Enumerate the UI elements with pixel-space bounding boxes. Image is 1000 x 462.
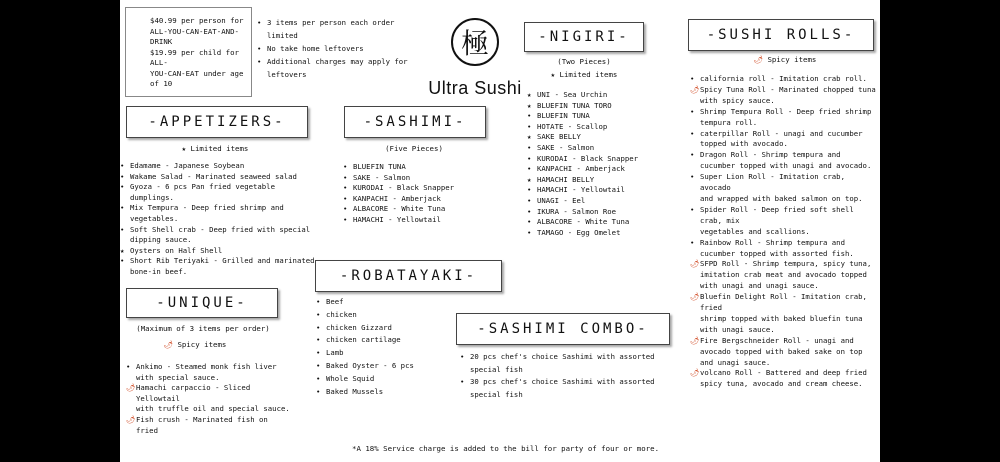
menu-item: • Baked Mussels — [316, 386, 384, 396]
menu-item: ★ BLUEFIN TUNA TORO — [527, 100, 612, 110]
menu-item: • Spider Roll - Deep fried soft shell crab, mix vegetables and scallions. — [690, 204, 854, 236]
adult-price-line: ALL-YOU-CAN-EAT-AND- — [150, 26, 239, 36]
chili-pepper-icon: 🌶 — [753, 55, 763, 64]
appetizers-note: ★ Limited items — [181, 144, 249, 153]
restaurant-name: Ultra Sushi — [428, 78, 522, 98]
menu-item: • Edamame - Japanese Soybean — [120, 161, 245, 170]
child-price-line: $19.99 per child for ALL- — [150, 47, 239, 67]
menu-item: • BLUEFIN TUNA — [343, 162, 406, 171]
adult-price-line: DRINK — [150, 37, 173, 46]
adult-price — [150, 16, 251, 90]
child-price-line: YOU-CAN-EAT under age — [150, 68, 244, 78]
sashimi-note: (Five Pieces) — [385, 144, 443, 153]
menu-item: ★ UNI - Sea Urchin — [527, 90, 608, 99]
chili-pepper-icon: 🌶 — [126, 414, 136, 424]
menu-item: • Soft Shell crab - Deep fried with special dipping sauce. — [120, 224, 311, 245]
rolls-spicy-note: 🌶 Spicy items — [753, 55, 817, 64]
menu-item: ★ HAMACHI BELLY — [527, 174, 595, 184]
menu-item: • chicken — [316, 309, 357, 319]
rule-item: • No take home leftovers — [257, 44, 364, 53]
menu-item: • HAMACHI - Yellowtail — [527, 185, 625, 195]
menu-item: • Short Rib Teriyaki - Grilled and marinated bone-in beef. — [120, 256, 315, 276]
sushi-rolls-list — [690, 74, 878, 390]
nigiri-list — [527, 90, 672, 238]
menu-item: • ALBACORE - White Tuna — [343, 204, 446, 214]
menu-item: • Beef — [316, 297, 344, 306]
menu-item: 🌶 SFPD Roll - Shrimp tempura, spicy tuna, imitation crab meat and avocado topped with unagi and unagi sauce. — [690, 259, 872, 291]
menu-item: • chicken Gizzard — [316, 322, 392, 332]
appetizers-list — [120, 161, 315, 278]
robatayaki-list — [316, 296, 456, 398]
menu-item: • UNAGI - Eel — [527, 195, 586, 205]
chili-pepper-icon: 🌶 — [163, 340, 173, 349]
menu-item: ★ SAKE BELLY — [527, 132, 581, 142]
menu-page — [120, 0, 880, 462]
unique-list — [126, 362, 291, 436]
menu-item: 🌶 Fish crush - Marinated fish on fried — [126, 414, 268, 435]
menu-item: • KANPACHI - Amberjack — [527, 164, 625, 174]
menu-item: 🌶 Bluefin Delight Roll - Imitation crab, fried shrimp topped with baked bluefin tuna with unagi sauce. — [690, 292, 867, 334]
nigiri-header: -NIGIRI- — [524, 22, 644, 52]
menu-item: • Baked Oyster - 6 pcs — [316, 360, 414, 370]
menu-item: • HAMACHI - Yellowtail — [343, 214, 441, 224]
menu-item: • Wakame Salad - Marinated seaweed salad — [120, 171, 297, 181]
menu-item: • BLUEFIN TUNA — [527, 111, 590, 121]
unique-note: (Maximum of 3 items per order) — [136, 324, 270, 333]
sashimi-combo-list — [460, 351, 675, 401]
unique-spicy-note: 🌶 Spicy items — [163, 340, 227, 349]
menu-item: • SAKE - Salmon — [343, 172, 411, 182]
menu-item: • Whole Squid — [316, 373, 375, 383]
menu-item: ★ Oysters on Half Shell — [120, 245, 223, 255]
sashimi-list — [343, 162, 483, 226]
menu-item: • Super Lion Roll - Imitation crab, avocado and wrapped with baked salmon on top. — [690, 172, 863, 203]
menu-item: • KURODAI - Black Snapper — [527, 153, 639, 163]
menu-item: • Lamb — [316, 348, 344, 358]
menu-item: • KANPACHI - Amberjack — [343, 193, 441, 203]
rules-list — [257, 16, 422, 81]
sashimi-header: -SASHIMI- — [344, 106, 486, 138]
menu-item: • ALBACORE - White Tuna — [527, 217, 630, 227]
chili-pepper-icon: 🌶 — [126, 383, 136, 393]
unique-header: -UNIQUE- — [126, 288, 278, 318]
menu-item: • Ankimo - Steamed monk fish liver with special sauce. — [126, 362, 277, 382]
chili-pepper-icon: 🌶 — [690, 292, 700, 302]
menu-item: • SAKE - Salmon — [527, 142, 595, 152]
menu-item: • california roll - Imitation crab roll. — [690, 74, 867, 83]
menu-item: • 30 pcs chef's choice Sashimi with assorted special fish — [460, 377, 655, 399]
logo-emblem: 極 — [451, 18, 499, 66]
sushi-rolls-header: -SUSHI ROLLS- — [688, 19, 874, 51]
chili-pepper-icon: 🌶 — [690, 335, 700, 345]
menu-item: • chicken cartilage — [316, 335, 401, 345]
robatayaki-header: -ROBATAYAKI- — [315, 260, 502, 292]
menu-item: • HOTATE - Scallop — [527, 121, 608, 131]
logo — [415, 18, 535, 99]
menu-item: • Shrimp Tempura Roll - Deep fried shrimp tempura roll. — [690, 106, 872, 127]
menu-item: • Rainbow Roll - Shrimp tempura and cucumber topped with assorted fish. — [690, 237, 854, 258]
menu-item: 🌶 Spicy Tuna Roll - Marinated chopped tuna with spicy sauce. — [690, 84, 876, 105]
pricing-box — [125, 7, 252, 97]
menu-item: 🌶 Hamachi carpaccio - Sliced Yellowtail — [126, 383, 251, 403]
menu-item: • Mix Tempura - Deep fried shrimp and vegetables. — [120, 203, 284, 223]
nigiri-limited-note: ★ Limited items — [550, 70, 618, 79]
chili-pepper-icon: 🌶 — [690, 259, 700, 269]
menu-item: • 20 pcs chef's choice Sashimi with assorted special fish — [460, 352, 655, 374]
menu-item: • TAMAGO - Egg Omelet — [527, 227, 621, 237]
menu-item: 🌶 Fire Bergschneider Roll - unagi and avocado topped with baked sake on top and unagi sauce. — [690, 335, 863, 367]
menu-item: • Dragon Roll - Shrimp tempura and cucumber topped with unagi and avocado. — [690, 150, 872, 171]
service-charge-note: *A 18% Service charge is added to the bill for party of four or more. — [352, 444, 660, 453]
child-price-line: of 10 — [150, 79, 173, 88]
chili-pepper-icon: 🌶 — [690, 368, 700, 378]
menu-item: • Gyoza - 6 pcs Pan fried vegetable dumplings. — [120, 182, 275, 202]
sashimi-combo-header: -SASHIMI COMBO- — [456, 313, 670, 345]
menu-item: • KURODAI - Black Snapper — [343, 183, 455, 193]
menu-item: with truffle oil and special sauce. — [136, 404, 290, 414]
rule-item: • 3 items per person each order limited — [257, 18, 395, 40]
nigiri-note: (Two Pieces) — [557, 57, 611, 66]
menu-item: • caterpillar Roll - unagi and cucumber topped with avocado. — [690, 128, 863, 149]
menu-item: • IKURA - Salmon Roe — [527, 206, 617, 216]
chili-pepper-icon: 🌶 — [690, 84, 700, 94]
appetizers-header: -APPETIZERS- — [126, 106, 308, 138]
menu-item: 🌶 volcano Roll - Battered and deep fried spicy tuna, avocado and cream cheese. — [690, 368, 867, 389]
adult-price-line: $40.99 per person for — [150, 16, 244, 25]
rule-item: • Additional charges may apply for leftovers — [257, 57, 408, 79]
